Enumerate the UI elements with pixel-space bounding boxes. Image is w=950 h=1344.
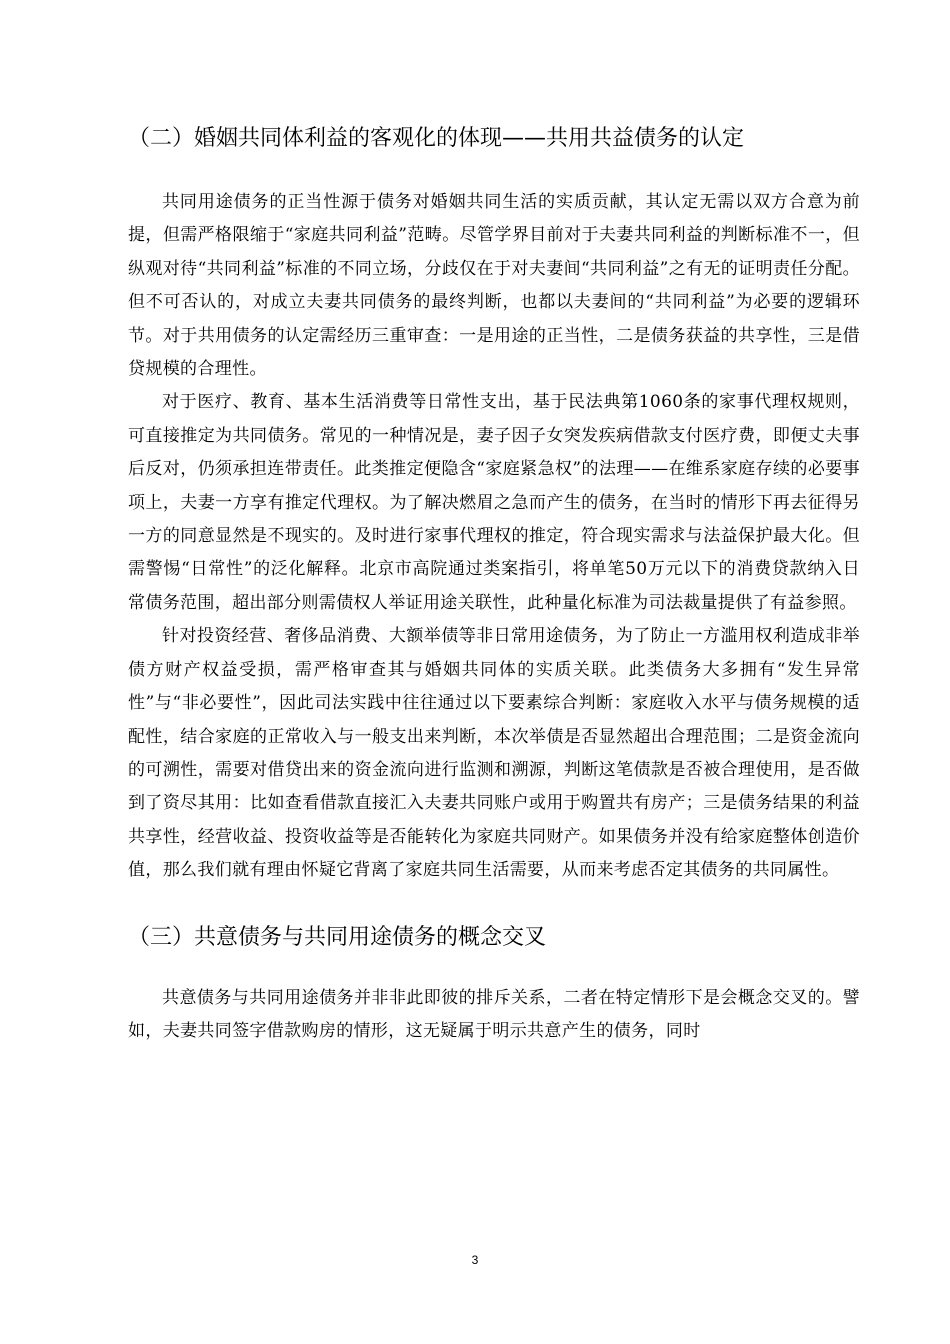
section-heading-3: （三）共意债务与共同用途债务的概念交叉 xyxy=(128,924,547,950)
body-paragraph: 针对投资经营、奢侈品消费、大额举债等非日常用途债务，为了防止一方滥用权利造成非举债方财产权益受损，需严格审查其与婚姻共同体的实质关联。此类债务大多拥有“发生异常性”与“非必要性”，因此司法实践中往往通过以下要素综合判断：家庭收入水平与债务规模的适配性，结合家庭的正常收入与一般支出来判断，本次举债是否显然超出合理范围；二是资金流向的可溯性，需要对借贷出来的资金流向进行监测和溯源，判断这笔债款是否被合理使用，是否做到了资尽其用：比如查看借款直接汇入夫妻共同账户或用于购置共有房产；三是债务结果的利益共享性，经营收益、投资收益等是否能转化为家庭共同财产。如果债务并没有给家庭整体创造价值，那么我们就有理由怀疑它背离了家庭共同生活需要，从而来考虑否定其债务的共同属性。 xyxy=(128,626,860,881)
page-number: 3 xyxy=(471,1253,479,1267)
body-paragraph: 共同用途债务的正当性源于债务对婚姻共同生活的实质贡献，其认定无需以双方合意为前提，但需严格限缩于“家庭共同利益”范畴。尽管学界目前对于夫妻共同利益的判断标准不一，但纵观对待“共同利益”标准的不同立场，分歧仅在于对夫妻间“共同利益”之有无的证明责任分配。但不可否认的，对成立夫妻共同债务的最终判断，也都以夫妻间的“共同利益”为必要的逻辑环节。对于共用债务的认定需经历三重审查：一是用途的正当性，二是债务获益的共享性，三是借贷规模的合理性。 xyxy=(128,192,860,380)
section-heading-2: （二）婚姻共同体利益的客观化的体现——共用共益债务的认定 xyxy=(128,126,745,151)
body-paragraph: 对于医疗、教育、基本生活消费等日常性支出，基于民法典第1060条的家事代理权规则，可直接推定为共同债务。常见的一种情况是，妻子因子女突发疾病借款支付医疗费，即便丈夫事后反对，仍须承担连带责任。此类推定便隐含“家庭紧急权”的法理——在维系家庭存续的必要事项上，夫妻一方享有推定代理权。为了解决燃眉之急而产生的债务，在当时的情形下再去征得另一方的同意显然是不现实的。及时进行家事代理权的推定，符合现实需求与法益保护最大化。但需警惕“日常性”的泛化解释。北京市高院通过类案指引，将单笔50万元以下的消费贷款纳入日常债务范围，超出部分则需债权人举证用途关联性，此种量化标准为司法裁量提供了有益参照。 xyxy=(128,392,860,613)
body-paragraph: 共意债务与共同用途债务并非非此即彼的排斥关系，二者在特定情形下是会概念交叉的。譬如，夫妻共同签字借款购房的情形，这无疑属于明示共意产生的债务，同时 xyxy=(128,987,860,1041)
page-content xyxy=(128,118,860,1048)
